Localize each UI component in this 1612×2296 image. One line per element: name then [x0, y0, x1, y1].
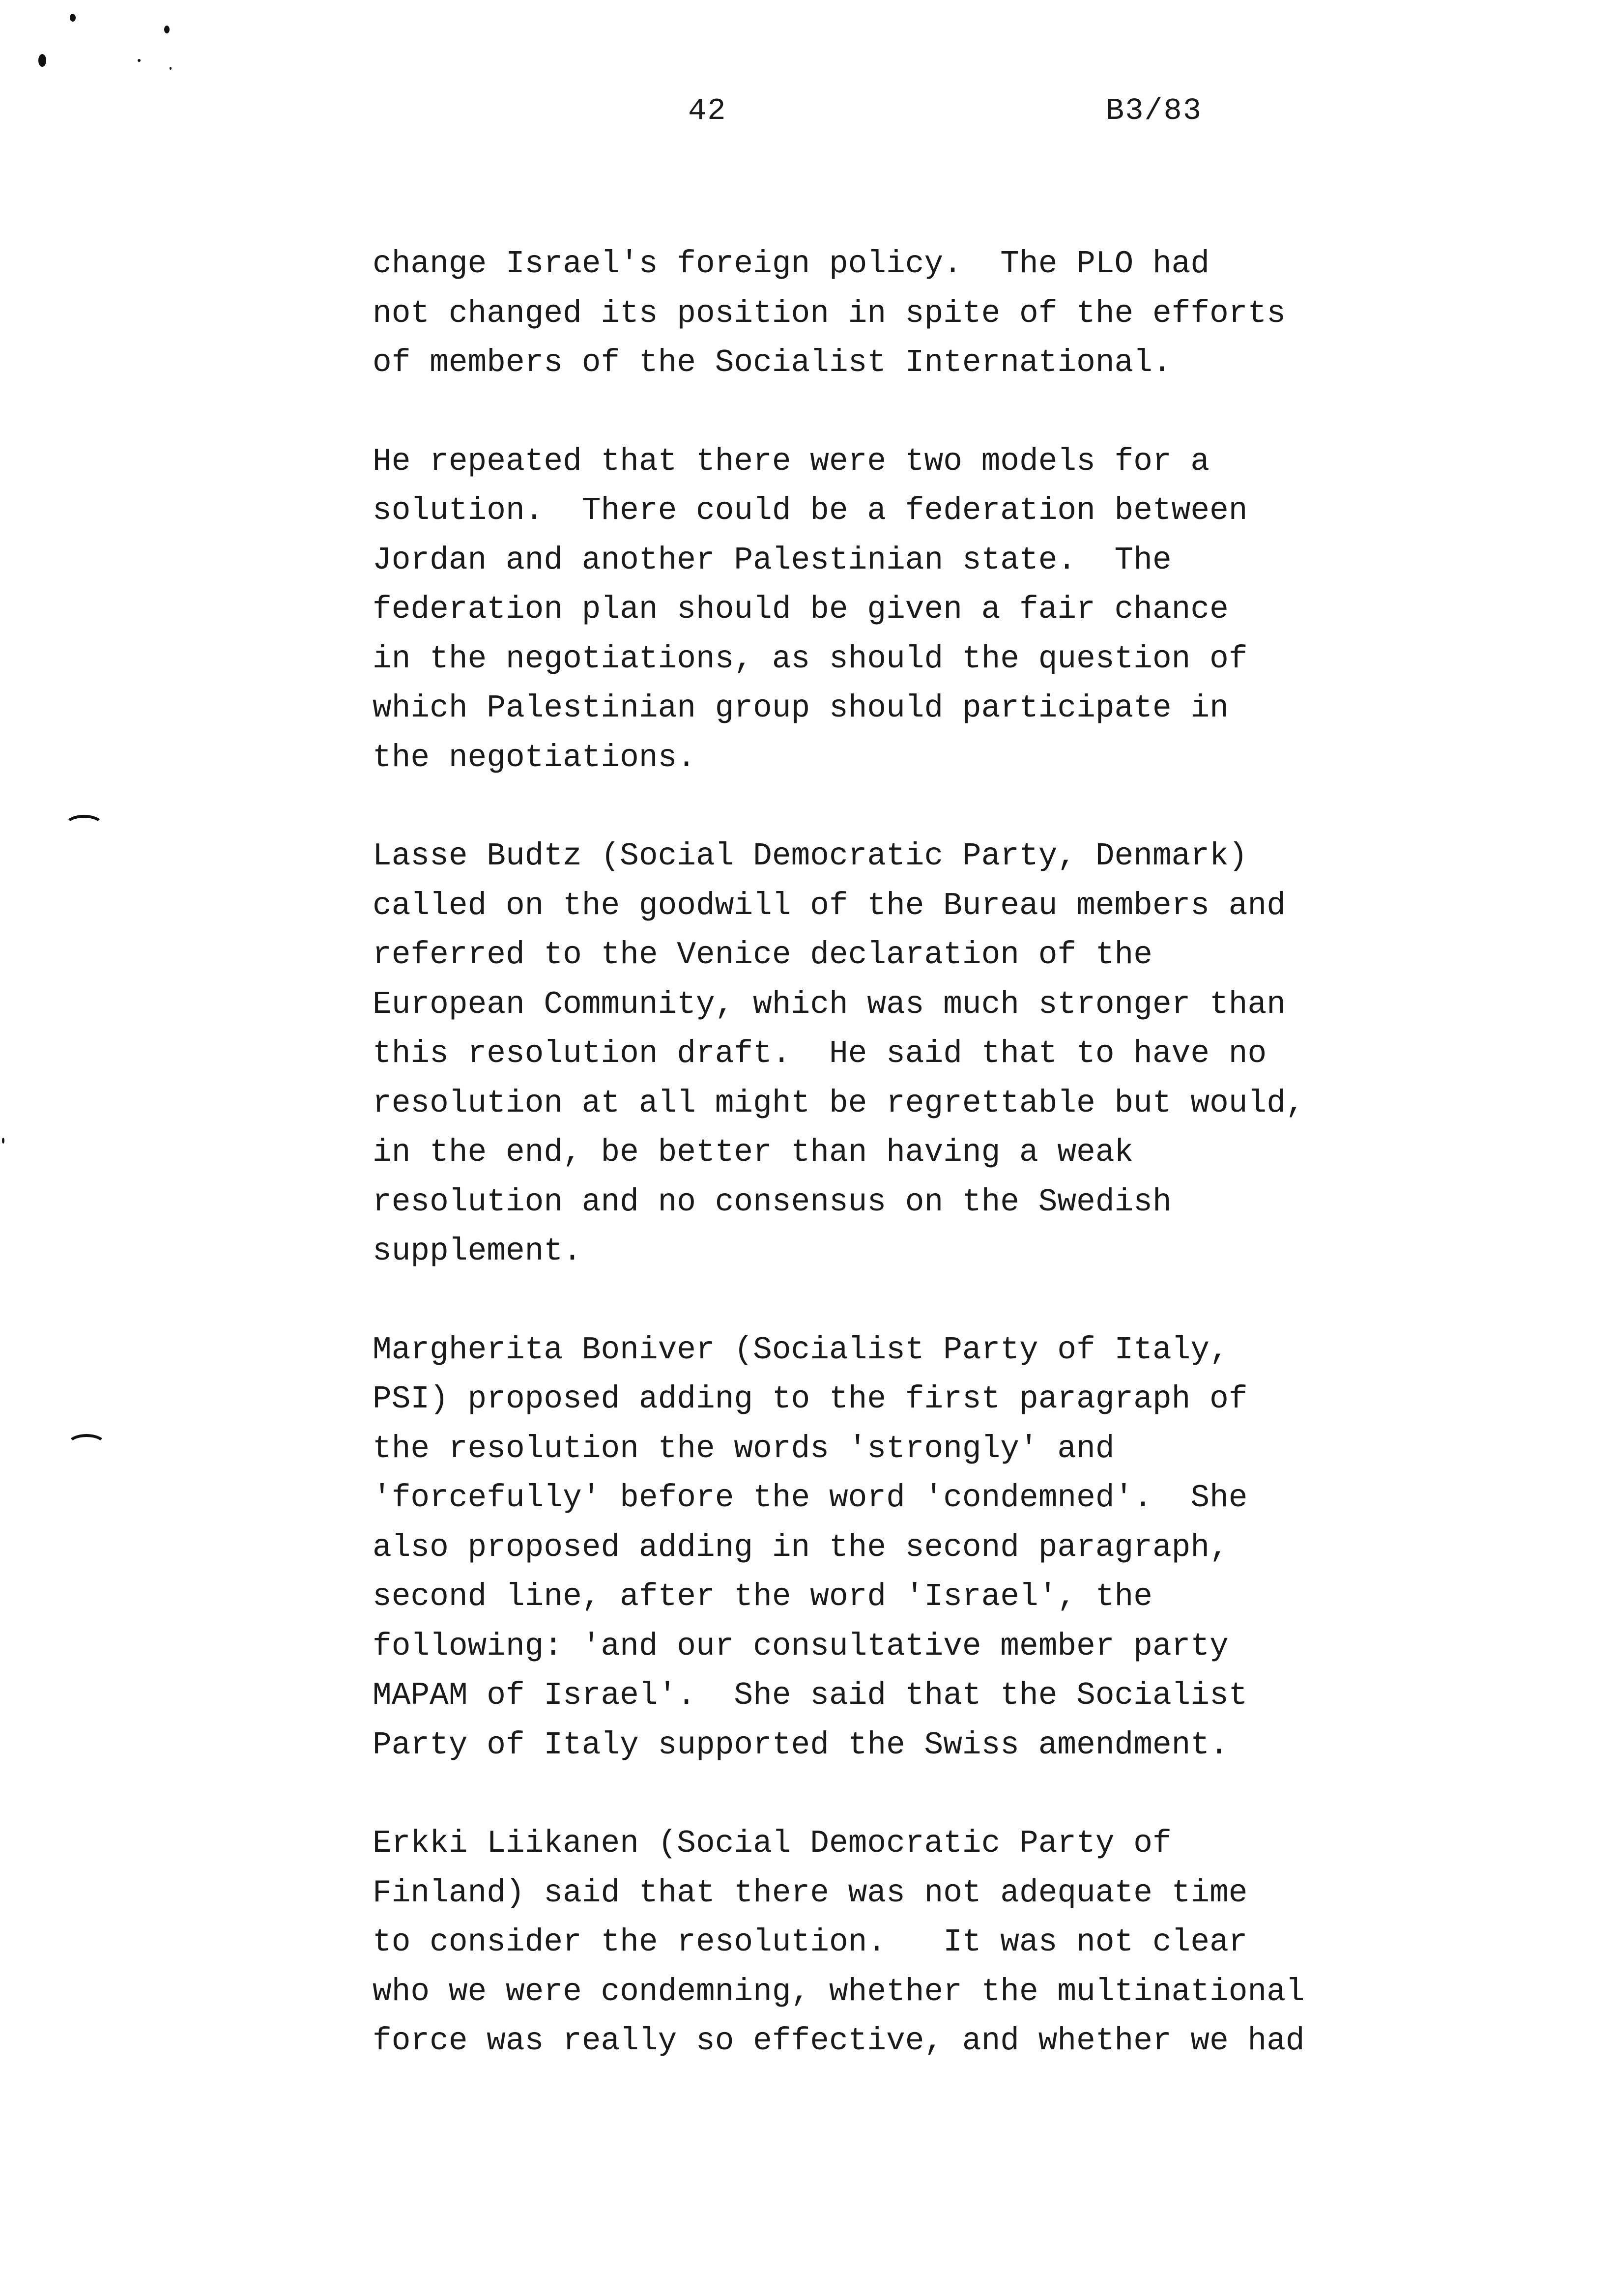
text-line: Party of Italy supported the Swiss amendment.	[373, 1727, 1229, 1763]
text-line: this resolution draft. He said that to have no	[373, 1036, 1267, 1072]
page-number: 42	[688, 93, 727, 128]
text-line: resolution and no consensus on the Swedish	[373, 1184, 1172, 1220]
scan-speck	[170, 67, 172, 70]
text-line: not changed its position in spite of the efforts	[373, 295, 1286, 332]
text-line: change Israel's foreign policy. The PLO had	[373, 246, 1210, 282]
text-line: which Palestinian group should participate in	[373, 690, 1229, 726]
text-line: in the negotiations, as should the question of	[373, 641, 1248, 677]
text-line: MAPAM of Israel'. She said that the Socialist	[373, 1678, 1248, 1714]
scan-speck	[2, 1138, 4, 1144]
text-line: of members of the Socialist International.	[373, 345, 1172, 381]
punch-hole-mark	[66, 1434, 107, 1457]
scan-speck	[70, 14, 76, 22]
text-line: second line, after the word 'Israel', the	[373, 1579, 1152, 1615]
text-line: who we were condemning, whether the multinational	[373, 1974, 1305, 2010]
text-line: the negotiations.	[373, 740, 696, 776]
document-reference: B3/83	[1106, 93, 1203, 128]
document-body	[373, 240, 1355, 2116]
text-line: 'forcefully' before the word 'condemned'. She	[373, 1480, 1248, 1516]
text-line: following: 'and our consultative member party	[373, 1628, 1229, 1665]
text-line: European Community, which was much stronger than	[373, 986, 1286, 1023]
text-line: also proposed adding in the second paragraph,	[373, 1529, 1229, 1566]
text-line: Jordan and another Palestinian state. The	[373, 542, 1172, 578]
text-line: federation plan should be given a fair chance	[373, 592, 1229, 628]
scan-speck	[164, 26, 170, 33]
scan-speck	[38, 54, 46, 67]
paragraph-erkki-liikanen	[373, 1819, 1355, 2066]
text-line: to consider the resolution. It was not clear	[373, 1924, 1248, 1960]
paragraph-plo-position	[373, 240, 1355, 388]
punch-hole-mark	[64, 815, 104, 837]
text-line: the resolution the words 'strongly' and	[373, 1431, 1115, 1467]
text-line: Erkki Liikanen (Social Democratic Party of	[373, 1826, 1172, 1862]
text-line: force was really so effective, and whether we had	[373, 2023, 1305, 2059]
text-line: solution. There could be a federation between	[373, 493, 1248, 529]
paragraph-margherita-boniver	[373, 1326, 1355, 1771]
scan-speck	[138, 59, 141, 62]
text-line: called on the goodwill of the Bureau members and	[373, 888, 1286, 924]
text-line: referred to the Venice declaration of the	[373, 937, 1152, 973]
text-line: Margherita Boniver (Socialist Party of Italy,	[373, 1332, 1229, 1368]
text-line: He repeated that there were two models for a	[373, 443, 1210, 480]
text-line: Lasse Budtz (Social Democratic Party, Denmark)	[373, 838, 1248, 874]
text-line: resolution at all might be regrettable but would,	[373, 1085, 1305, 1121]
paragraph-lasse-budtz	[373, 832, 1355, 1277]
text-line: PSI) proposed adding to the first paragraph of	[373, 1381, 1248, 1417]
paragraph-two-models	[373, 437, 1355, 783]
text-line: Finland) said that there was not adequate time	[373, 1875, 1248, 1911]
text-line: in the end, be better than having a weak	[373, 1135, 1134, 1171]
text-line: supplement.	[373, 1234, 582, 1269]
